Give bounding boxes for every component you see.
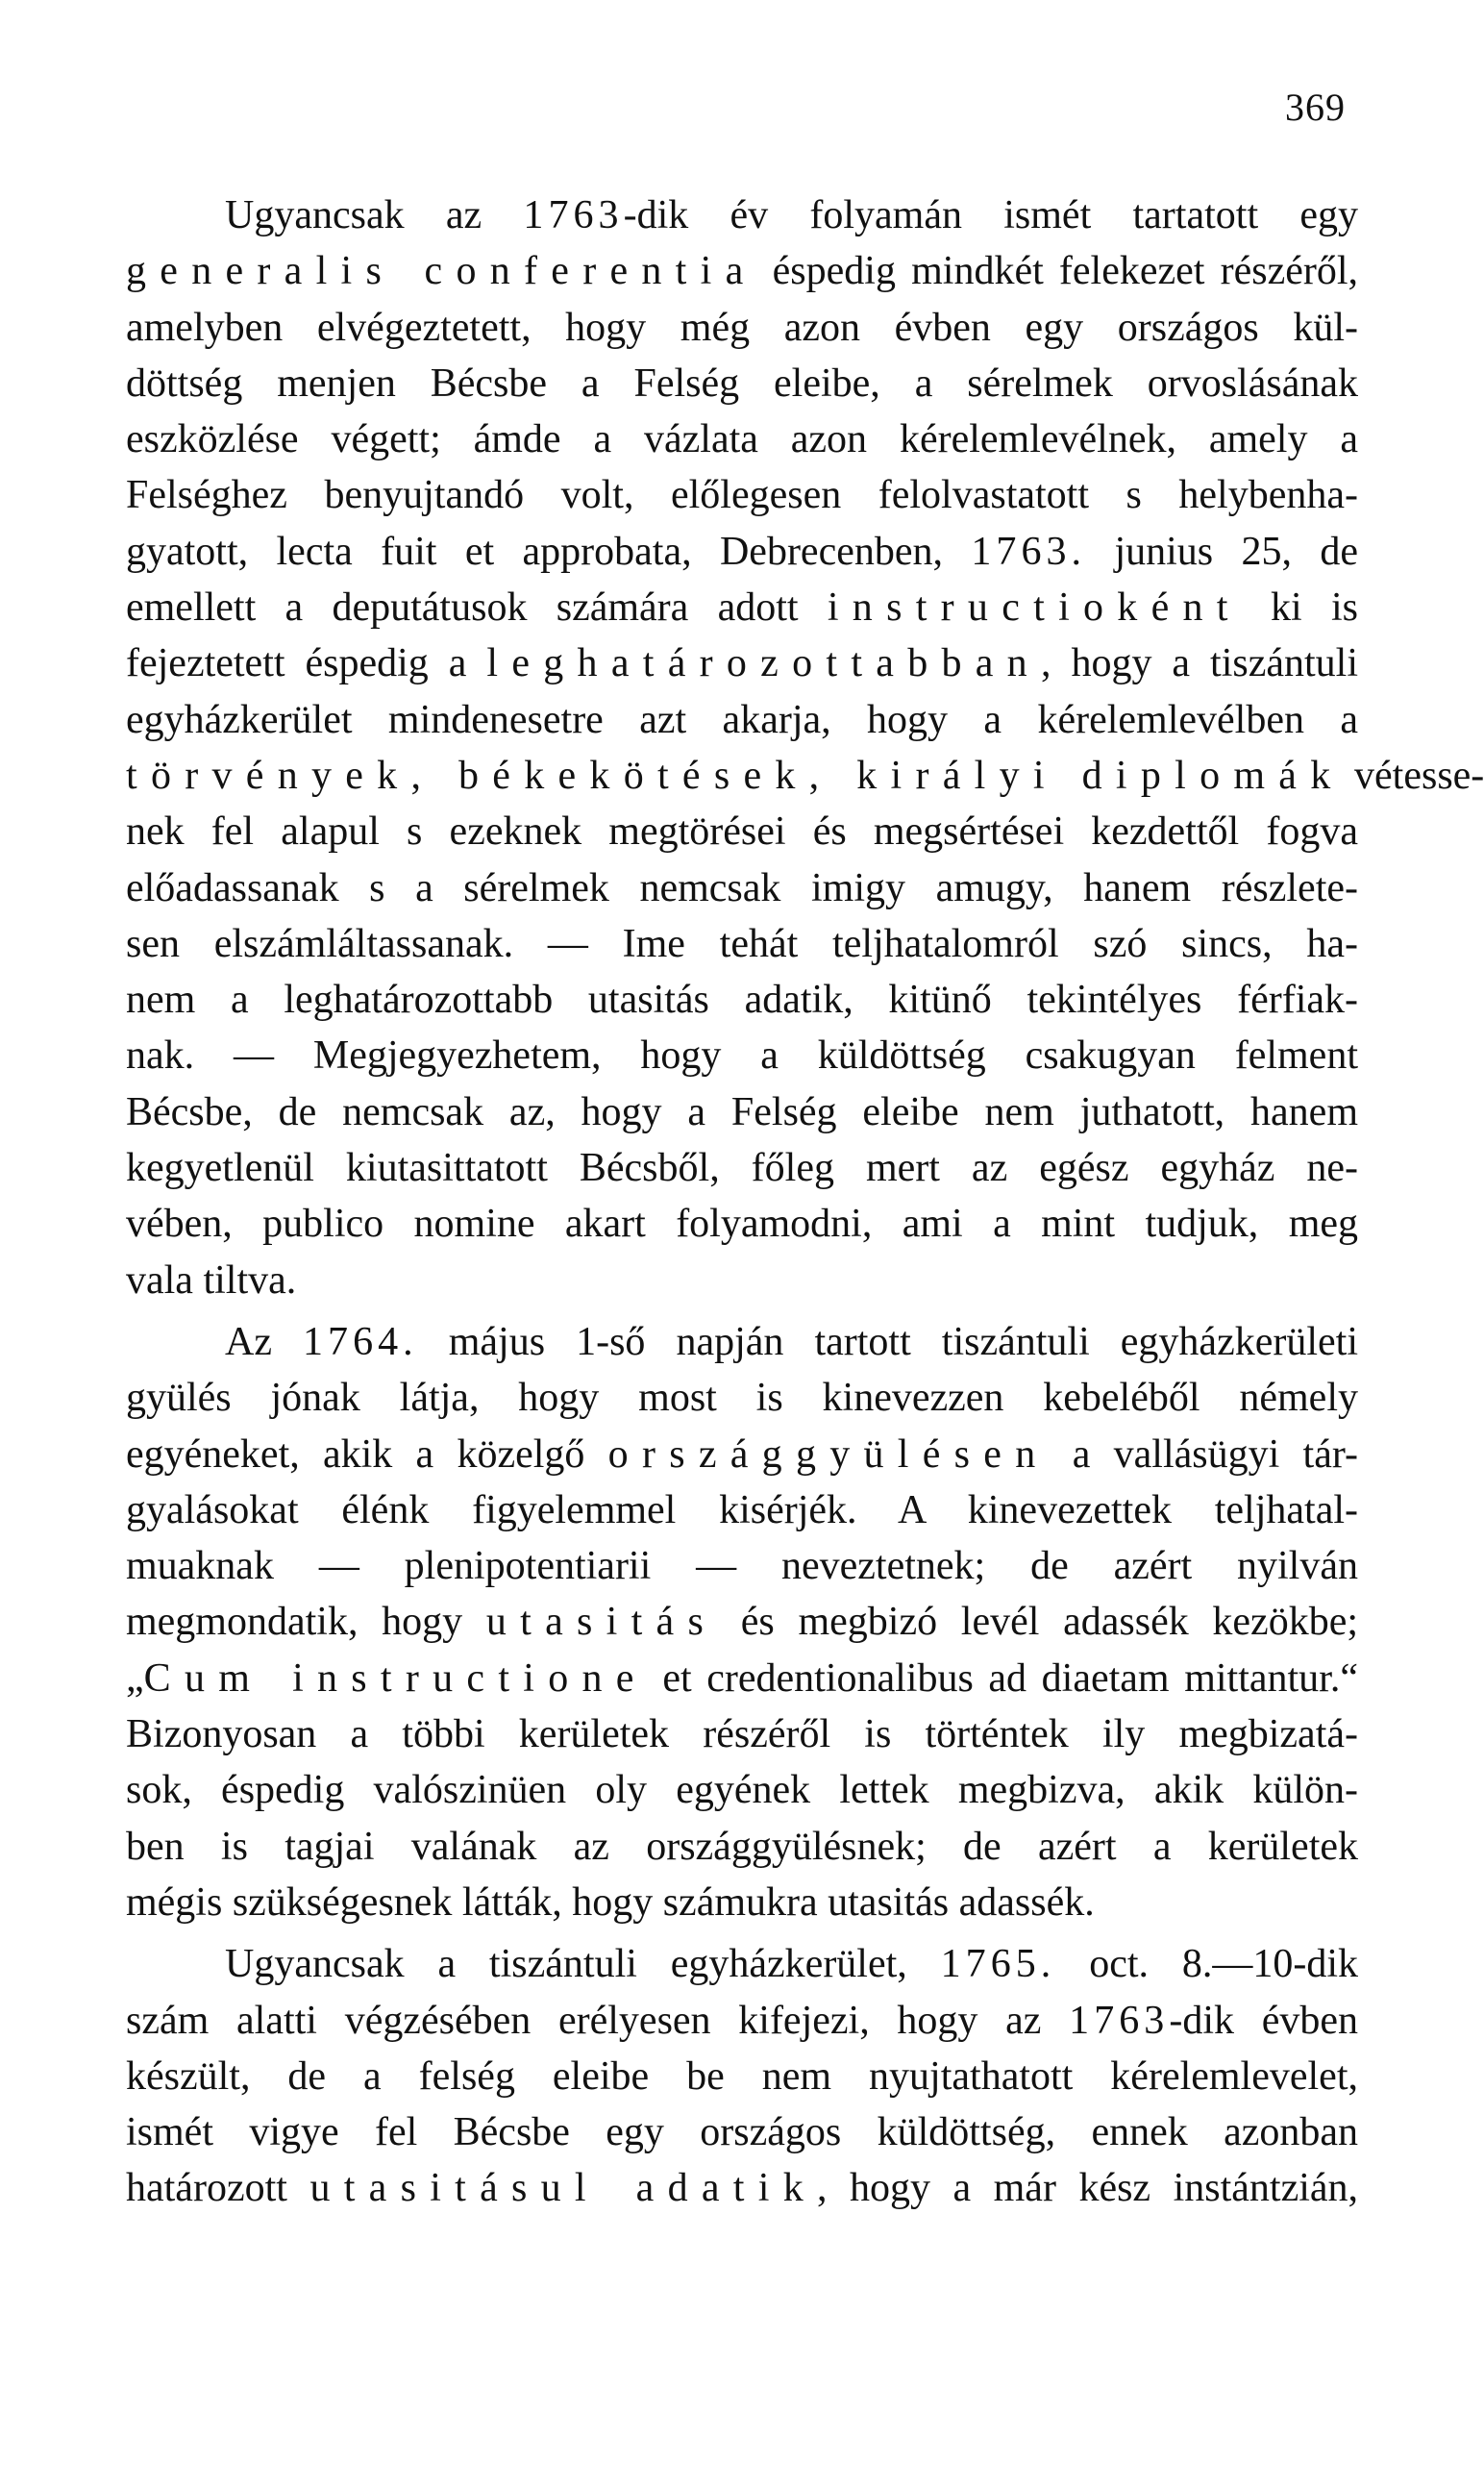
text-line [126, 300, 1358, 356]
text-line [126, 1993, 1358, 2049]
text-run: egyházkerület mindenesetre azt akarja, hogy a kérelemlevélben a [126, 697, 1358, 742]
text-run: eszközlése végett; ámde a vázlata azon kérelemlevélnek, amely a [126, 417, 1358, 462]
text-run: ismét vigye fel Bécsbe egy országos küldöttség, ennek azonban [126, 2110, 1358, 2155]
text-run: emellett a deputátusok számára adott [126, 585, 828, 631]
spaced-number: 1765. [940, 1942, 1056, 1987]
text-run: egyéneket, akik a közelgő [126, 1431, 608, 1477]
text-line [126, 467, 1358, 523]
text-line [126, 1140, 1358, 1196]
text-run: mégis szükségesnek látták, hogy számukra utasitás adassék. [126, 1879, 1095, 1925]
text-line [126, 2104, 1358, 2160]
body-text [126, 187, 1484, 2217]
spaced-emphasis: országgyülésen [607, 1431, 1050, 1477]
text-line [126, 692, 1358, 748]
text-line [126, 243, 1358, 299]
text-run: junius 25, de [1086, 529, 1359, 574]
text-run: Ugyancsak a tiszántuli egyházkerület, [225, 1942, 941, 1987]
text-line [126, 1875, 1358, 1930]
text-line [126, 916, 1358, 972]
text-line [126, 356, 1358, 411]
text-line [126, 1253, 1358, 1308]
text-line [126, 860, 1358, 916]
page-number: 369 [1285, 86, 1346, 129]
spaced-number: 1764. [303, 1319, 418, 1364]
text-run: Ugyancsak az [225, 193, 524, 237]
text-run: a vallásügyi tár- [1049, 1431, 1359, 1477]
spaced-emphasis: törvények, békekötések, királyi diplomák [126, 753, 1345, 798]
text-run: május 1-ső napján tartott tiszántuli egyházkerületi [417, 1319, 1358, 1364]
text-line [126, 1427, 1358, 1482]
text-line [126, 1651, 1358, 1706]
text-run: gyülés jónak látja, hogy most is kinevezzen kebeléből némely [126, 1376, 1358, 1421]
spaced-emphasis: utasitás [485, 1600, 718, 1645]
text-run: gyalásokat élénk figyelemmel kisérjék. A kinevezettek teljhatal- [126, 1487, 1358, 1532]
text-run: sok, éspedig valószinüen oly egyének lettek megbizva, akik külön- [126, 1768, 1358, 1813]
text-run: Felséghez benyujtandó volt, előlegesen felolvastatott s helybenha- [126, 473, 1358, 518]
text-run: kegyetlenül kiutasittatott Bécsből, főleg mert az egész egyház ne- [126, 1146, 1358, 1191]
text-line [126, 2049, 1358, 2104]
text-run: sen elszámláltassanak. — Ime tehát teljhatalomról szó sincs, ha- [126, 921, 1358, 966]
spaced-number: 1763 [1069, 1998, 1170, 2043]
text-run: szám alatti végzésében erélyesen kifejezi, hogy az [126, 1998, 1070, 2043]
text-run: ki is [1241, 585, 1358, 631]
text-line [126, 524, 1358, 580]
text-run: vétesse- [1344, 753, 1484, 798]
text-line [126, 187, 1358, 243]
text-line [126, 1196, 1358, 1252]
text-run: ben is tagjai valának az országgyülésnek; de azért a kerületek [126, 1824, 1358, 1869]
text-run: Bécsbe, de nemcsak az, hogy a Felség eleibe nem juthatott, hanem [126, 1089, 1358, 1134]
text-line [126, 972, 1358, 1028]
text-line [126, 1314, 1358, 1370]
text-run: vében, publico nomine akart folyamodni, ami a mint tudjuk, meg [126, 1202, 1358, 1247]
spaced-emphasis: leghatározottabban [486, 641, 1041, 686]
text-run: , hogy a már kész instántzián, [816, 2166, 1359, 2211]
text-line [126, 580, 1358, 635]
text-run: készült, de a felség eleibe be nem nyujtathatott kérelemlevelet, [126, 2053, 1358, 2099]
text-line [126, 1538, 1358, 1594]
text-line [126, 2160, 1358, 2216]
text-line [126, 1706, 1358, 1762]
text-line [126, 804, 1358, 859]
text-line [126, 1819, 1358, 1875]
text-run: határozott [126, 2166, 310, 2211]
text-run: oct. 8.—10-dik [1055, 1942, 1359, 1987]
text-run: „ [126, 1655, 144, 1701]
text-line [126, 1594, 1358, 1650]
spaced-emphasis: instructioként [827, 585, 1242, 631]
text-line [126, 1936, 1358, 1992]
spaced-emphasis: generalis conferentia [126, 249, 757, 294]
spaced-emphasis: utasitásul adatik [309, 2166, 817, 2211]
text-line [126, 411, 1358, 467]
text-run: döttség menjen Bécsbe a Felség eleibe, a sérelmek orvoslásának [126, 361, 1358, 406]
text-run: éspedig mindkét felekezet részéről, [756, 249, 1359, 294]
text-run: vala tiltva. [126, 1257, 297, 1303]
text-run: et credentionalibus ad diaetam mittantur.“ [647, 1655, 1358, 1701]
text-line [126, 635, 1358, 691]
spaced-number: 1763. [971, 529, 1087, 574]
text-run: nek fel alapul s ezeknek megtörései és megsértései kezdettől fogva [126, 809, 1358, 855]
text-run: amelyben elvégeztetett, hogy még azon évben egy országos kül- [126, 305, 1358, 350]
spaced-number: 1763 [523, 193, 624, 237]
text-run: Bizonyosan a többi kerületek részéről is történtek ily megbizatá- [126, 1712, 1358, 1757]
text-run: -dik évben [1169, 1998, 1358, 2043]
text-run: muaknak — plenipotentiarii — neveztetnek; de azért nyilván [126, 1544, 1358, 1589]
text-line [126, 1370, 1358, 1426]
text-line [126, 1084, 1358, 1140]
text-run: előadassanak s a sérelmek nemcsak imigy amugy, hanem részlete- [126, 865, 1358, 910]
text-run: nem a leghatározottabb utasitás adatik, kitünő tekintélyes férfiak- [126, 978, 1358, 1023]
text-line [126, 1482, 1358, 1538]
text-run: fejeztetett éspedig a [126, 641, 487, 686]
text-run: Az [225, 1319, 304, 1364]
text-line [126, 1762, 1358, 1818]
text-run: gyatott, lecta fuit et approbata, Debrecenben, [126, 529, 972, 574]
text-run: megmondatik, hogy [126, 1600, 486, 1645]
text-line [126, 748, 1484, 804]
text-run: -dik év folyamán ismét tartatott egy [623, 193, 1359, 237]
text-run: , hogy a tiszántuli [1040, 641, 1358, 686]
text-run: és megbizó levél adassék kezökbe; [717, 1600, 1359, 1645]
spaced-emphasis: Cum instructione [143, 1655, 648, 1701]
text-line [126, 1028, 1358, 1083]
text-run: nak. — Megjegyezhetem, hogy a küldöttség csakugyan felment [126, 1033, 1358, 1079]
